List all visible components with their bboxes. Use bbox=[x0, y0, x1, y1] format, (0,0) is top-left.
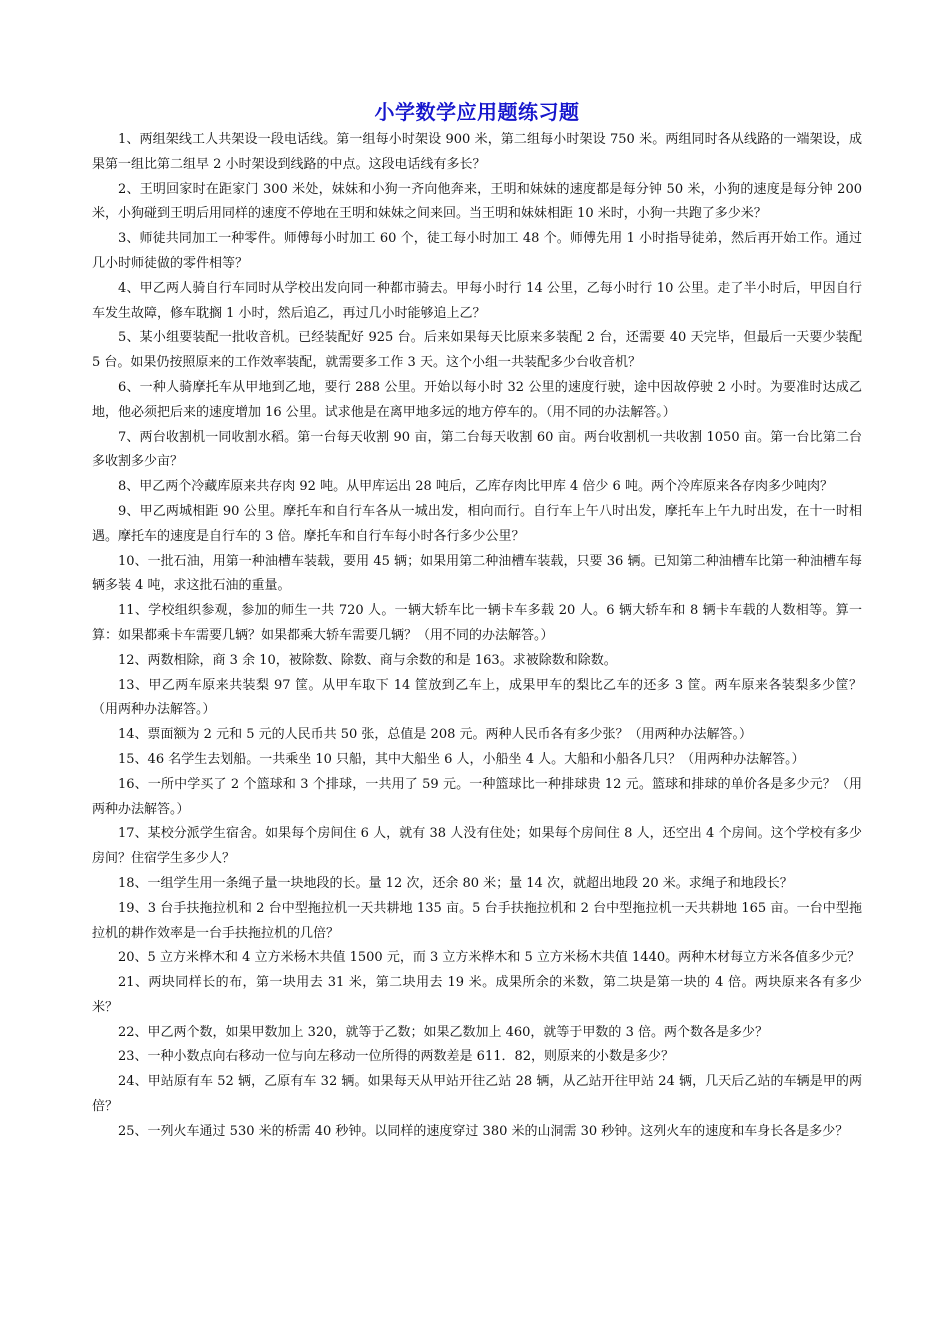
problem-item: 23、一种小数点向右移动一位与向左移动一位所得的两数差是 611．82，则原来的小数是多少？ bbox=[118, 1049, 675, 1065]
problem-item: 25、一列火车通过 530 米的桥需 40 秒钟。以同样的速度穿过 380 米的山洞需 30 秒钟。这列火车的速度和车身长各是多少？ bbox=[118, 1123, 849, 1139]
problem-item: 2、王明回家时在距家门 300 米处，妹妹和小狗一齐向他奔来，王明和妹妹的速度都是每分钟 50 米，小狗的速度是每分钟 200 米，小狗碰到王明后用同样的速度不停地在王明和妹妹之间来回。当王明和妹妹相距 10 米时，小狗一共跑了多少米？ bbox=[92, 181, 862, 222]
problem-item: 11、学校组织参观，参加的师生一共 720 人。一辆大轿车比一辆卡车多载 20 人。6 辆大轿车和 8 辆卡车载的人数相等。算一算：如果都乘卡车需要几辆？如果都乘大轿车需要几辆？（用不同的办法解答。） bbox=[92, 603, 862, 643]
problem-item: 20、5 立方米桦木和 4 立方米杨木共值 1500 元，而 3 立方米桦木和 5 立方米杨木共值 1440。两种木材每立方米各值多少元？ bbox=[118, 950, 861, 966]
problem-item: 21、两块同样长的布，第一块用去 31 米，第二块用去 19 米。成果所余的米数，第二块是第一块的 4 倍。两块原来各有多少米？ bbox=[92, 975, 862, 1015]
problem-item: 7、两台收割机一同收割水稻。第一台每天收割 90 亩，第二台每天收割 60 亩。两台收割机一共收割 1050 亩。第一台比第二台多收割多少亩？ bbox=[92, 429, 862, 470]
problem-item: 18、一组学生用一条绳子量一块地段的长。量 12 次，还余 80 米；量 14 次，就超出地段 20 米。求绳子和地段长？ bbox=[118, 875, 793, 891]
problem-item: 5、某小组要装配一批收音机。已经装配好 925 台。后来如果每天比原来多装配 2 台，还需要 40 天完毕，但最后一天要少装配 5 台。如果仍按照原来的工作效率装配，就需要多工作 3 天。这个小组一共装配多少台收音机？ bbox=[92, 330, 862, 371]
problem-item: 13、甲乙两车原来共装梨 97 筐。从甲车取下 14 筐放到乙车上，成果甲车的梨比乙车的还多 3 筐。两车原来各装梨多少筐？（用两种办法解答。） bbox=[92, 677, 862, 718]
problem-item: 1、两组架线工人共架设一段电话线。第一组每小时架设 900 米，第二组每小时架设 750 米。两组同时各从线路的一端架设，成果第一组比第二组早 2 小时架设到线路的中点。这段电话线有多长？ bbox=[92, 132, 862, 172]
problem-item: 15、46 名学生去划船。一共乘坐 10 只船，其中大船坐 6 人，小船坐 4 人。大船和小船各几只？（用两种办法解答。） bbox=[118, 751, 805, 767]
problem-item: 16、一所中学买了 2 个篮球和 3 个排球，一共用了 59 元。一种篮球比一种排球贵 12 元。篮球和排球的单价各是多少元？（用两种办法解答。） bbox=[92, 776, 862, 817]
problem-item: 14、票面额为 2 元和 5 元的人民币共 50 张，总值是 208 元。两种人民币各有多少张？（用两种办法解答。） bbox=[118, 727, 752, 743]
problem-item: 17、某校分派学生宿舍。如果每个房间住 6 人，就有 38 人没有住处；如果每个房间住 8 人，还空出 4 个房间。这个学校有多少房间？住宿学生多少人？ bbox=[92, 826, 862, 867]
problem-item: 12、两数相除，商 3 余 10，被除数、除数、商与余数的和是 163。求被除数和除数。 bbox=[118, 652, 617, 668]
problem-item: 3、师徒共同加工一种零件。师傅每小时加工 60 个，徒工每小时加工 48 个。师傅先用 1 小时指导徒弟，然后再开始工作。通过几小时师徒做的零件相等？ bbox=[92, 231, 862, 271]
problem-item: 9、甲乙两城相距 90 公里。摩托车和自行车各从一城出发，相向而行。自行车上午八时出发，摩托车上午九时出发，在十一时相遇。摩托车的速度是自行车的 3 倍。摩托车和自行车每小时各行多少公里？ bbox=[92, 503, 862, 544]
problem-list bbox=[92, 128, 862, 1145]
problem-item: 19、3 台手扶拖拉机和 2 台中型拖拉机一天共耕地 135 亩。5 台手扶拖拉机和 2 台中型拖拉机一天共耕地 165 亩。一台中型拖拉机的耕作效率是一台手扶拖拉机的几倍？ bbox=[92, 900, 862, 941]
page-title: 小学数学应用题练习题 bbox=[374, 100, 580, 124]
problem-item: 22、甲乙两个数，如果甲数加上 320，就等于乙数；如果乙数加上 460，就等于甲数的 3 倍。两个数各是多少？ bbox=[118, 1024, 768, 1040]
problem-item: 6、一种人骑摩托车从甲地到乙地，要行 288 公里。开始以每小时 32 公里的速度行驶，途中因故停驶 2 小时。为要准时达成乙地，他必须把后来的速度增加 16 公里。试求他是在离甲地多远的地方停车的。（用不同的办法解答。） bbox=[92, 379, 862, 420]
problem-item: 8、甲乙两个冷藏库原来共存肉 92 吨。从甲库运出 28 吨后，乙库存肉比甲库 4 倍少 6 吨。两个冷库原来各存肉多少吨肉？ bbox=[118, 479, 833, 495]
problem-item: 10、一批石油，用第一种油槽车装载，要用 45 辆；如果用第二种油槽车装载，只要 36 辆。已知第二种油槽车比第一种油槽车每辆多装 4 吨，求这批石油的重量。 bbox=[92, 553, 862, 594]
problem-item: 4、甲乙两人骑自行车同时从学校出发向同一种都市骑去。甲每小时行 14 公里，乙每小时行 10 公里。走了半小时后，甲因自行车发生故障，修车耽搁 1 小时，然后追乙，再过几小时能够追上乙？ bbox=[92, 280, 862, 321]
problem-item: 24、甲站原有车 52 辆，乙原有车 32 辆。如果每天从甲站开往乙站 28 辆，从乙站开往甲站 24 辆，几天后乙站的车辆是甲的两倍？ bbox=[92, 1074, 862, 1115]
